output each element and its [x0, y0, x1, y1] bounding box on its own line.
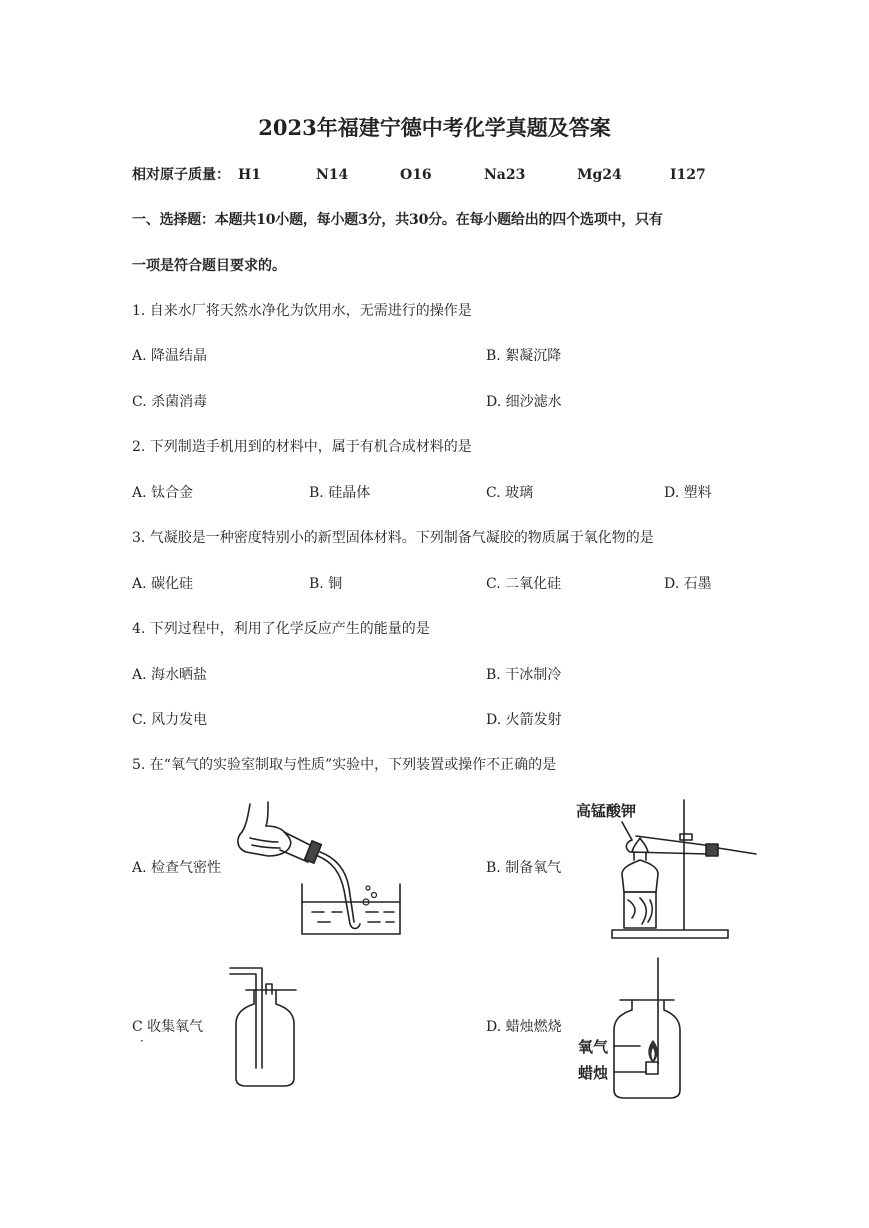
question-1-stem: 1. 自来水厂将天然水净化为饮用水，无需进行的操作是 [132, 303, 472, 319]
question-5-option-a: A. 检查气密性 [132, 860, 222, 876]
question-1-option-a: A. 降温结晶 [132, 348, 208, 364]
question-1-option-c: C. 杀菌消毒 [132, 394, 208, 410]
question-4-option-a: A. 海水晒盐 [132, 667, 208, 683]
atomic-mass-label: 相对原子质量： [132, 167, 230, 183]
atomic-mass-i: I127 [670, 167, 706, 183]
question-3-option-c: C. 二氧化硅 [486, 576, 562, 592]
question-2-option-c: C. 玻璃 [486, 485, 534, 501]
atomic-mass-na: Na23 [484, 167, 526, 183]
figure-d-label-candle: 蜡烛 [578, 1064, 609, 1082]
question-5-option-d: D. 蜡烛燃烧 [486, 1019, 562, 1035]
question-4-stem: 4. 下列过程中，利用了化学反应产生的能量的是 [132, 621, 430, 637]
question-4-option-c: C. 风力发电 [132, 712, 208, 728]
question-5-option-b: B. 制备氧气 [486, 860, 562, 876]
question-1-option-b: B. 絮凝沉降 [486, 348, 562, 364]
page-title: 2023年福建宁德中考化学真题及答案 [258, 115, 611, 140]
figure-c-oxygen-collection [226, 964, 306, 1088]
section-heading-line2: 一项是符合题目要求的。 [132, 258, 286, 274]
figure-d-label-oxygen: 氧气 [578, 1038, 609, 1056]
question-1-option-d: D. 细沙滤水 [486, 394, 562, 410]
question-2-option-d: D. 塑料 [664, 485, 712, 501]
figure-b-oxygen-preparation [576, 796, 756, 944]
question-2-stem: 2. 下列制造手机用到的材料中，属于有机合成材料的是 [132, 439, 472, 455]
question-3-option-a: A. 碳化硅 [132, 576, 194, 592]
question-2-option-b: B. 硅晶体 [309, 485, 371, 501]
section-heading-line1: 一、选择题：本题共10小题，每小题3分，共30分。在每小题给出的四个选项中，只有 [132, 212, 663, 228]
figure-a-airtightness-check [228, 798, 408, 938]
question-4-option-d: D. 火箭发射 [486, 712, 562, 728]
atomic-mass-o: O16 [400, 167, 432, 183]
question-4-option-b: B. 干冰制冷 [486, 667, 562, 683]
stray-mark: · [140, 1034, 144, 1048]
figure-d-candle-burning [574, 954, 694, 1100]
atomic-mass-h: H1 [238, 167, 261, 183]
question-3-stem: 3. 气凝胶是一种密度特别小的新型固体材料。下列制备气凝胶的物质属于氧化物的是 [132, 530, 654, 546]
atomic-mass-n: N14 [316, 167, 349, 183]
question-5-stem: 5. 在“氧气的实验室制取与性质”实验中，下列装置或操作不正确的是 [132, 757, 557, 773]
question-5-option-c: C 收集氧气 [132, 1019, 204, 1035]
question-3-option-b: B. 铜 [309, 576, 343, 592]
question-3-option-d: D. 石墨 [664, 576, 712, 592]
question-2-option-a: A. 钛合金 [132, 485, 194, 501]
figure-b-label-kmno4: 高锰酸钾 [576, 802, 637, 820]
atomic-mass-mg: Mg24 [577, 167, 622, 183]
